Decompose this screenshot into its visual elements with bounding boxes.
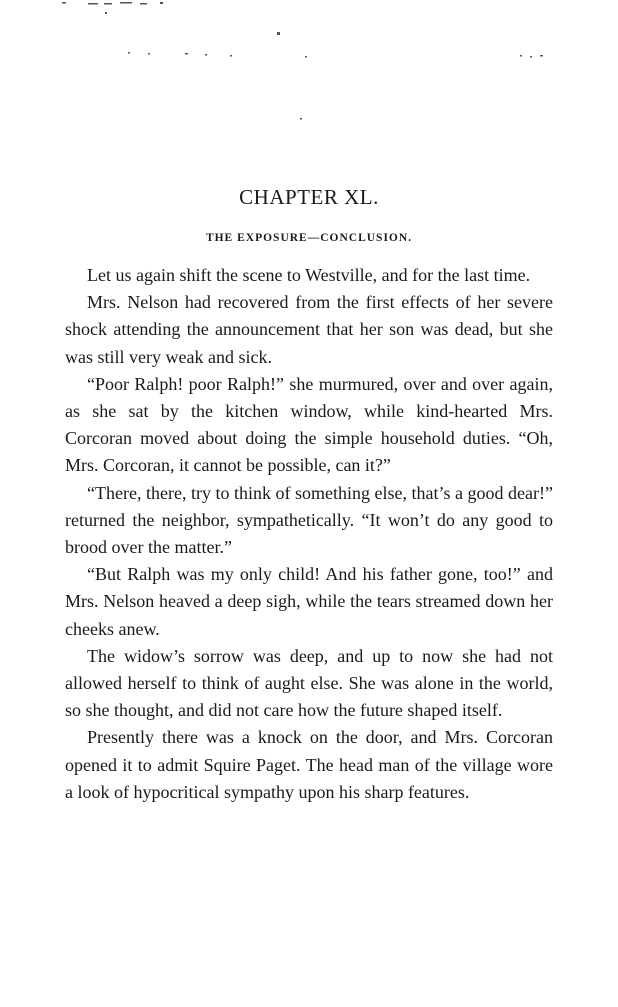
paragraph: Let us again shift the scene to Westville, and for the last time. [87, 265, 531, 285]
paragraph: Presently there was a knock on the door, and Mrs. Corcoran opened it to admit Squire Paget. The head man of the village wore a look of hypocritical sympathy upon his sharp features. [65, 727, 553, 802]
chapter-body [65, 262, 553, 806]
chapter-subtitle: THE EXPOSURE—CONCLUSION. [205, 232, 413, 244]
paragraph: “But Ralph was my only child! And his father gone, too!” and Mrs. Nelson heaved a deep sigh, while the tears streamed down her cheeks anew. [65, 564, 553, 639]
chapter-title: CHAPTER XL. [239, 185, 379, 209]
paragraph: Mrs. Nelson had recovered from the first effects of her severe shock attending the announcement that her son was dead, but she was still very weak and sick. [65, 292, 553, 367]
paragraph: “There, there, try to think of something else, that’s a good dear!” returned the neighbor, sympathetically. “It won’t do any good to brood over the matter.” [65, 482, 553, 558]
paragraph: “Poor Ralph! poor Ralph!” she murmured, over and over again, as she sat by the kitchen window, while kind-hearted Mrs. Corcoran moved about doing the simple household duties. “Oh, Mrs. Corcoran, it cannot be possible, can it?” [65, 373, 553, 476]
scan-specks [0, 0, 618, 140]
paragraph: The widow’s sorrow was deep, and up to now she had not allowed herself to think of aught else. She was alone in the world, so she thought, and did not care how the future shaped itself. [65, 645, 553, 721]
